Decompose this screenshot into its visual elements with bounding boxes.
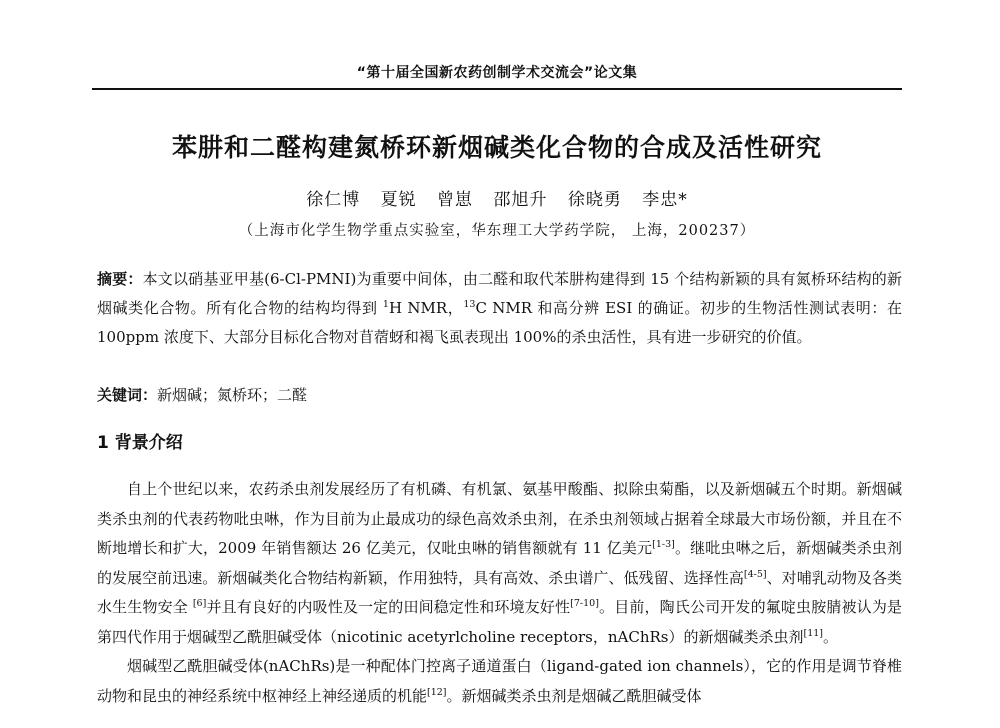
citation-ref: [11] (803, 627, 824, 639)
para1-text-5: 。目前，陶氏公司开发的氟啶虫胺腈被认为是第四代作用于烟碱型乙酰胆碱受体（nicotinic acetyrlcholine receptors，nAChRs）的新烟碱类杀虫剂 (97, 598, 902, 646)
citation-ref: [6] (192, 598, 207, 609)
abstract-text-2: H NMR， (388, 299, 464, 317)
paper-title: 苯肼和二醛构建氮桥环新烟碱类化合物的合成及活性研究 (171, 133, 822, 162)
citation-ref: [1-3] (652, 539, 675, 550)
para2-text-1: 烟碱型乙酰胆碱受体(nAChRs)是一种配体门控离子通道蛋白（ligand-gated ion channels），它的作用是调节脊椎动物和昆虫的神经系统中枢神经上神经递质的机能 (97, 657, 902, 705)
body-text (97, 475, 902, 711)
keywords-text: 新烟碱；氮桥环；二醛 (157, 386, 308, 404)
body-paragraph (97, 475, 902, 652)
body-paragraph (97, 652, 902, 711)
citation-ref: [7-10] (570, 598, 599, 609)
abstract-text-3: C NMR 和高分辨 ESI 的确证。初步的生物活性测试表明：在 100ppm 浓度下、大部分目标化合物对苜蓿蚜和褐飞虱表现出 100%的杀虫活性，具有进一步研究的价值。 (97, 299, 902, 346)
abstract-sup-1: 1 (382, 299, 389, 310)
citation-ref: [12] (427, 686, 447, 698)
abstract-sup-2: 13 (463, 299, 476, 310)
keywords-label: 关键词： (97, 386, 158, 404)
section-heading: 1 背景介绍 (97, 433, 183, 453)
running-head: “第十届全国新农药创制学术交流会”论文集 (356, 65, 638, 81)
header-rule (92, 88, 902, 90)
abstract-text-1: 本文以硝基亚甲基(6-Cl-PMNI)为重要中间体，由二醛和取代苯肼构建得到 15 个结构新颖的具有氮桥环结构的新烟碱类化合物。所有化合物的结构均得到 (97, 270, 902, 317)
para2-text-2: 。新烟碱类杀虫剂是烟碱乙酰胆碱受体 (446, 686, 702, 705)
para1-text-3: 、对哺乳动物及各类水生生物安全 (97, 568, 902, 616)
para1-text-1: 自上个世纪以来，农药杀虫剂发展经历了有机磷、有机氯、氨基甲酸酯、拟除虫菊酯，以及新烟碱五个时期。新烟碱类杀虫剂的代表药物吡虫啉，作为目前为止最成功的绿色高效杀虫剂，在杀虫剂领域占据着全球最大市场份额，并且在不断地增长和扩大，2009 年销售额达 26 亿美元，仅吡虫啉的销售额就有 11 亿美元 (97, 480, 902, 557)
abstract (97, 265, 902, 352)
author-list: 徐仁博 夏锐 曾崽 邵旭升 徐晓勇 李忠* (306, 190, 688, 210)
citation-ref: [4-5] (743, 568, 767, 580)
affiliation: （上海市化学生物学重点实验室，华东理工大学药学院， 上海，200237） (238, 223, 756, 239)
para1-text-4: 并且有良好的内吸性及一定的田间稳定性和环境友好性 (206, 598, 571, 616)
para1-text-6: 。 (823, 627, 839, 646)
keywords (97, 384, 902, 405)
para1-text-2: 。继吡虫啉之后，新烟碱类杀虫剂的发展空前迅速。新烟碱类化合物结构新颖，作用独特，具有高效、杀虫谱广、低残留、选择性高 (97, 539, 902, 587)
abstract-label: 摘要： (97, 270, 143, 288)
